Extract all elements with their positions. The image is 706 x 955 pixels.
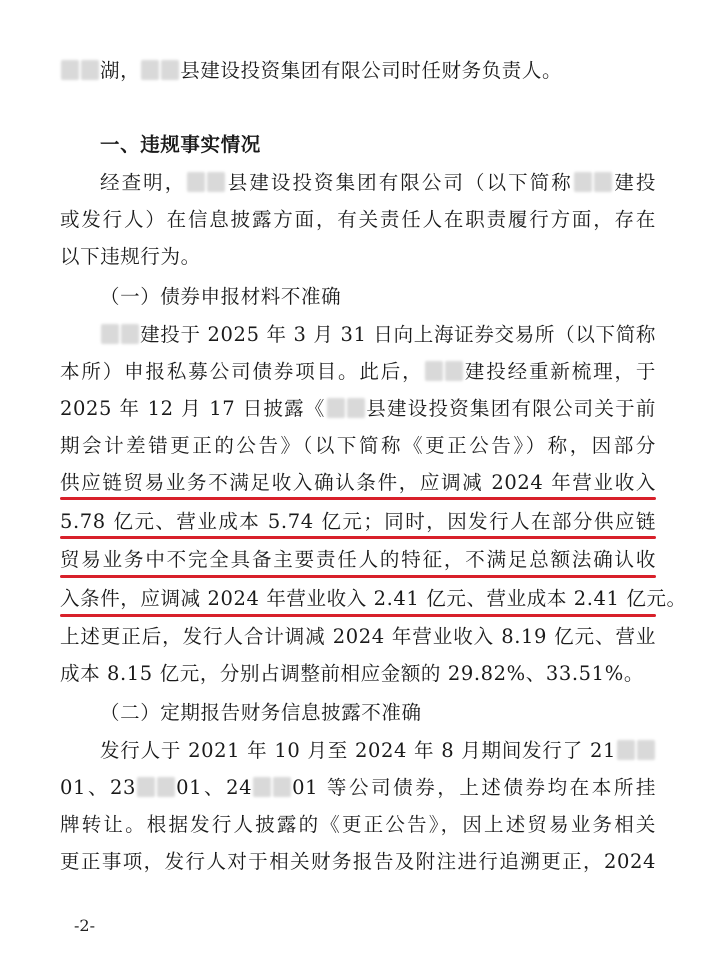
redaction — [253, 777, 271, 797]
text-line: 建投于 2025 年 3 月 31 日向上海证券交易所（以下简称 — [100, 320, 656, 350]
highlighted-text-line: 贸易业务中不完全具备主要责任人的特征，不满足总额法确认收 — [60, 548, 656, 571]
redaction — [637, 740, 655, 760]
redaction — [617, 740, 635, 760]
red-underline — [60, 497, 656, 500]
red-underline — [60, 614, 656, 617]
text-line: 或发行人）在信息披露方面，有关责任人在职责履行方面，存在 — [60, 208, 656, 231]
redaction — [574, 172, 592, 192]
redaction — [187, 172, 205, 192]
redaction — [594, 172, 612, 192]
text-line: 2025 年 12 月 17 日披露《 县建设投资集团有限公司关于前 — [60, 397, 656, 420]
section-heading: 一、违规事实情况 — [100, 133, 261, 156]
text-line: 本所）申报私募公司债券项目。此后， 建投经重新梳理，于 — [60, 360, 657, 383]
redaction — [81, 60, 99, 80]
text-line: 以下违规行为。 — [60, 245, 201, 268]
redaction — [121, 324, 139, 344]
highlighted-text-line: 供应链贸易业务不满足收入确认条件，应调减 2024 年营业收入 — [60, 471, 656, 494]
redaction — [141, 60, 159, 80]
text-line: 01、23 01、24 01 等公司债券，上述债券均在本所挂 — [60, 776, 656, 799]
redaction — [445, 361, 463, 381]
red-underline — [60, 536, 656, 539]
subsection-heading: （二）定期报告财务信息披露不准确 — [100, 701, 422, 724]
text-line: 上述更正后，发行人合计调减 2024 年营业收入 8.19 亿元、营业 — [60, 625, 656, 648]
page-number: -2- — [74, 916, 95, 935]
redaction — [273, 777, 291, 797]
redaction — [207, 172, 225, 192]
subsection-heading: （一）债券申报材料不准确 — [100, 285, 342, 308]
red-underline — [60, 575, 656, 578]
redaction — [161, 60, 179, 80]
text-line: 湖， 县建设投资集团有限公司时任财务负责人。 — [60, 56, 656, 86]
redaction — [347, 398, 365, 418]
text-line: 发行人于 2021 年 10 月至 2024 年 8 月期间发行了 21 — [100, 736, 656, 766]
redaction — [101, 324, 119, 344]
highlighted-text-line: 入条件，应调减 2024 年营业收入 2.41 亿元、营业成本 2.41 亿元。 — [60, 587, 687, 610]
text-line: 期会计差错更正的公告》（以下简称《更正公告》）称，因部分 — [60, 434, 656, 457]
redaction — [327, 398, 345, 418]
highlighted-text-line: 5.78 亿元、营业成本 5.74 亿元；同时，因发行人在部分供应链 — [60, 510, 656, 533]
redaction — [61, 60, 79, 80]
redaction — [425, 361, 443, 381]
text-line: 经查明， 县建设投资集团有限公司（以下简称 建投 — [100, 171, 656, 194]
text-line: 更正事项，发行人对于相关财务报告及附注进行追溯更正，2024 — [60, 850, 656, 873]
redaction — [137, 777, 155, 797]
text-line: 成本 8.15 亿元，分别占调整前相应金额的 29.82%、33.51%。 — [60, 662, 644, 685]
redaction — [157, 777, 175, 797]
text-line: 牌转让。根据发行人披露的《更正公告》，因上述贸易业务相关 — [60, 813, 656, 836]
